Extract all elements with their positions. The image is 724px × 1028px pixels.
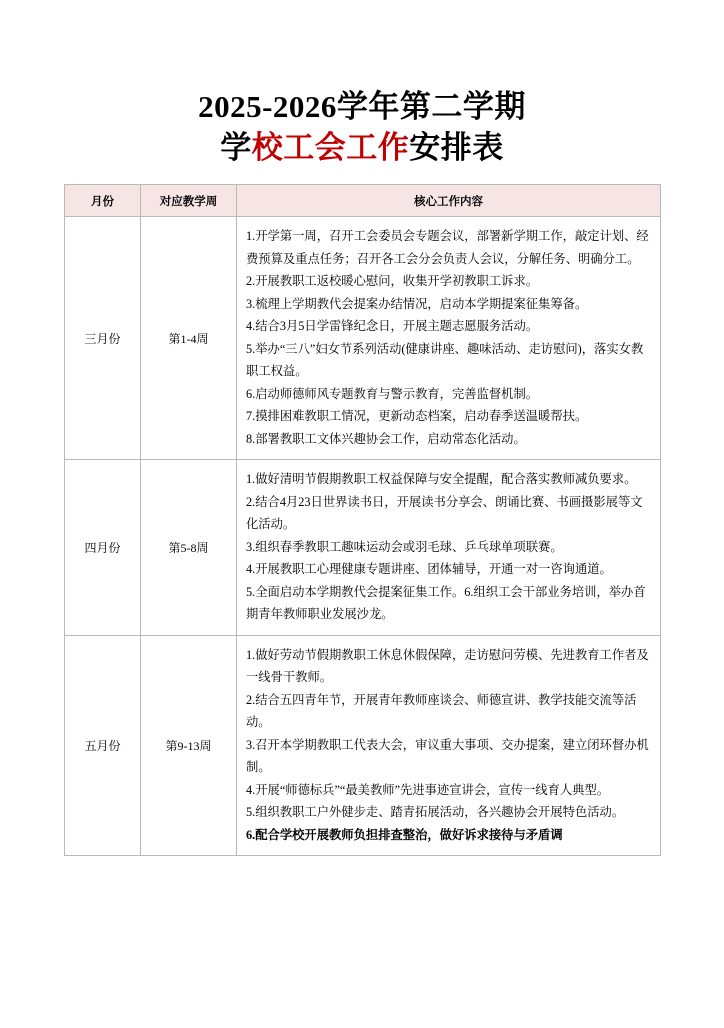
content-line: 1.做好清明节假期教职工权益保障与安全提醒，配合落实教师减负要求。 <box>246 472 637 486</box>
content-line: 3.召开本学期教职工代表大会，审议重大事项、交办提案，建立闭环督办机制。 <box>246 737 649 774</box>
content-line: 1.做好劳动节假期教职工休息休假保障，走访慰问劳模、先进教育工作者及一线骨干教师。 <box>246 647 649 684</box>
table-body <box>65 217 661 856</box>
cell-month: 四月份 <box>65 460 141 636</box>
cell-content <box>237 635 661 856</box>
schedule-table-wrapper <box>64 184 660 856</box>
table-row <box>65 460 661 636</box>
cell-content <box>237 460 661 636</box>
page-title-segment-2-highlighted: 校工会工作 <box>251 130 410 165</box>
content-line: 6.配合学校开展教师负担排查整治，做好诉求接待与矛盾调 <box>246 827 563 842</box>
schedule-table <box>64 184 661 856</box>
page-bottom-clip <box>0 1024 724 1028</box>
content-line: 7.摸排困难教职工情况，更新动态档案，启动春季送温暖帮扶。 <box>246 409 588 423</box>
cell-weeks: 第9-13周 <box>141 635 237 856</box>
content-line: 4.开展“师德标兵”“最美教师”先进事迹宣讲会，宣传一线育人典型。 <box>246 782 610 797</box>
content-line: 3.组织春季教职工趣味运动会或羽毛球、乒乓球单项联赛。 <box>246 539 563 554</box>
cell-month: 五月份 <box>65 635 141 856</box>
content-line: 6.启动师德师风专题教育与警示教育，完善监督机制。 <box>246 386 539 401</box>
table-row <box>65 635 661 856</box>
content-line: 4.开展教职工心理健康专题讲座、团体辅导，开通一对一咨询通道。 <box>246 562 612 576</box>
table-header-row <box>65 185 661 217</box>
column-header-month: 月份 <box>65 185 141 217</box>
cell-weeks: 第1-4周 <box>141 217 237 460</box>
cell-weeks: 第5-8周 <box>141 460 237 636</box>
content-line: 1.开学第一周，召开工会委员会专题会议，部署新学期工作，敲定计划、经费预算及重点任务；召开各工会分会负责人会议，分解任务、明确分工。 <box>246 229 649 266</box>
content-line: 5.举办“三八”妇女节系列活动(健康讲座、趣味活动、走访慰问)，落实女教职工权益。 <box>246 341 644 378</box>
page-title-line-2 <box>64 127 660 168</box>
column-header-content: 核心工作内容 <box>237 185 661 217</box>
cell-month: 三月份 <box>65 217 141 460</box>
table-row <box>65 217 661 460</box>
page-title-segment-1: 学 <box>220 130 252 165</box>
cell-content <box>237 217 661 460</box>
content-line: 4.结合3月5日学雷锋纪念日，开展主题志愿服务活动。 <box>246 319 539 333</box>
page-title-line-1: 2025-2026学年第二学期 <box>198 89 526 124</box>
column-header-weeks: 对应教学周 <box>141 185 237 217</box>
content-line: 5.组织教职工户外健步走、踏青拓展活动，各兴趣协会开展特色活动。 <box>246 805 625 819</box>
content-line: 5.全面启动本学期教代会提案征集工作。6.组织工会干部业务培训，举办首期青年教师职业发展沙龙。 <box>246 584 646 621</box>
content-line: 8.部署教职工文体兴趣协会工作，启动常态化活动。 <box>246 431 526 446</box>
content-line: 3.梳理上学期教代会提案办结情况，启动本学期提案征集筹备。 <box>246 296 588 311</box>
page-title-segment-3: 安排表 <box>409 130 504 165</box>
document-title-block <box>64 0 660 168</box>
content-line: 2.开展教职工返校暖心慰问，收集开学初教职工诉求。 <box>246 274 539 288</box>
content-line: 2.结合4月23日世界读书日，开展读书分享会、朗诵比赛、书画摄影展等文化活动。 <box>246 494 643 531</box>
content-line: 2.结合五四青年节，开展青年教师座谈会、师德宣讲、教学技能交流等活动。 <box>246 692 637 729</box>
